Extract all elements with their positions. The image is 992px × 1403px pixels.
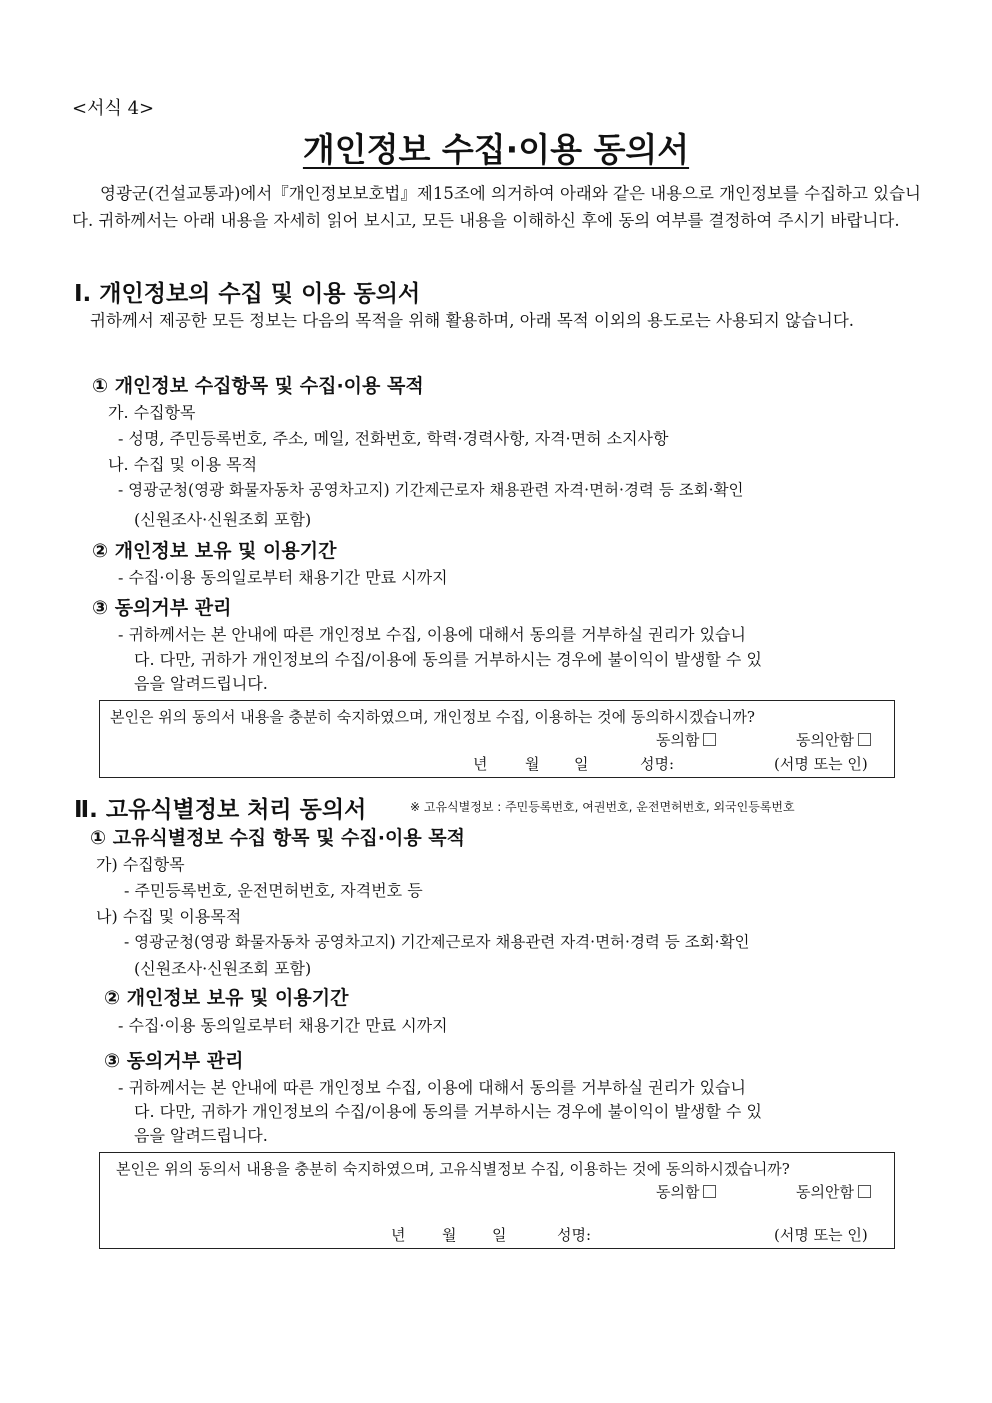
- section-2-agree-option[interactable]: [656, 1181, 716, 1202]
- section-2-item-1-heading: ① 고유식별정보 수집 항목 및 수집·이용 목적: [90, 827, 466, 849]
- section-1-item-1-heading: ① 개인정보 수집항목 및 수집·이용 목적: [92, 375, 424, 397]
- section-1-name-label: 성명:: [640, 755, 675, 773]
- section-2-consent-question: 본인은 위의 동의서 내용을 충분히 숙지하였으며, 고유식별정보 수집, 이용하는 것에 동의하시겠습니까?: [116, 1160, 790, 1178]
- section-1-sign-label: (서명 또는 인): [774, 755, 868, 773]
- section-2-consent-box: [99, 1152, 895, 1249]
- section-1-refusal-line-2: 다. 다만, 귀하가 개인정보의 수집/이용에 동의를 거부하시는 경우에 불이익이 발생할 수 있: [134, 650, 762, 669]
- disagree-label: 동의안함: [796, 731, 854, 749]
- section-2-item-3-heading: ③ 동의거부 관리: [104, 1050, 244, 1072]
- disagree-label: 동의안함: [796, 1183, 854, 1201]
- section-2-collect-items-label: 가) 수집항목: [96, 855, 185, 874]
- agree-label: 동의함: [656, 731, 700, 749]
- section-1-month-label: 월: [525, 755, 540, 773]
- section-1-item-3-heading: ③ 동의거부 관리: [92, 597, 232, 619]
- section-2-year-label: 년: [391, 1226, 406, 1244]
- agree-label: 동의함: [656, 1183, 700, 1201]
- disagree-checkbox[interactable]: [858, 733, 871, 746]
- section-1-item-2-heading: ② 개인정보 보유 및 이용기간: [92, 540, 337, 562]
- intro-paragraph: 영광군(건설교통과)에서『개인정보보호법』제15조에 의거하여 아래와 같은 내용으로 개인정보를 수집하고 있습니다. 귀하께서는 아래 내용을 자세히 읽어 보시고, 모든 내용을 이해하신 후에 동의 여부를 결정하여 주시기 바랍니다.: [72, 184, 921, 230]
- section-2-month-label: 월: [442, 1226, 457, 1244]
- agree-checkbox[interactable]: [703, 1185, 716, 1198]
- section-2-purpose-label: 나) 수집 및 이용목적: [96, 907, 242, 926]
- section-1-collect-items-label: 가. 수집항목: [108, 403, 196, 422]
- section-2-purpose-note: (신원조사·신원조회 포함): [134, 959, 312, 978]
- section-2-collect-items: - 주민등록번호, 운전면허번호, 자격번호 등: [124, 881, 423, 900]
- section-2-disagree-option[interactable]: [796, 1181, 871, 1202]
- section-1-year-label: 년: [473, 755, 488, 773]
- section-1-agree-option[interactable]: [656, 729, 716, 750]
- section-2-refusal-line-2: 다. 다만, 귀하가 개인정보의 수집/이용에 동의를 거부하시는 경우에 불이익이 발생할 수 있: [134, 1102, 762, 1121]
- section-1-refusal-line-1: - 귀하께서는 본 안내에 따른 개인정보 수집, 이용에 대해서 동의를 거부하실 권리가 있습니: [118, 625, 746, 644]
- section-2-day-label: 일: [492, 1226, 507, 1244]
- section-2-note: ※ 고유식별정보 : 주민등록번호, 여권번호, 운전면허번호, 외국인등록번호: [410, 800, 795, 814]
- form-number: <서식 4>: [72, 98, 155, 119]
- section-1-consent-box: [99, 700, 895, 778]
- section-1-consent-question: 본인은 위의 동의서 내용을 충분히 숙지하였으며, 개인정보 수집, 이용하는 것에 동의하시겠습니까?: [110, 708, 755, 726]
- section-1-collect-items: - 성명, 주민등록번호, 주소, 메일, 전화번호, 학력·경력사항, 자격·면허 소지사항: [118, 429, 669, 448]
- section-2-retention: - 수집·이용 동의일로부터 채용기간 만료 시까지: [118, 1016, 448, 1035]
- section-1-retention: - 수집·이용 동의일로부터 채용기간 만료 시까지: [118, 568, 448, 587]
- section-2-refusal-line-3: 음을 알려드립니다.: [134, 1126, 268, 1145]
- agree-checkbox[interactable]: [703, 733, 716, 746]
- section-1-heading: Ⅰ. 개인정보의 수집 및 이용 동의서: [74, 281, 421, 307]
- section-2-name-label: 성명:: [557, 1226, 592, 1244]
- section-1-disagree-option[interactable]: [796, 729, 871, 750]
- section-2-item-2-heading: ② 개인정보 보유 및 이용기간: [104, 987, 349, 1009]
- section-2-refusal-line-1: - 귀하께서는 본 안내에 따른 개인정보 수집, 이용에 대해서 동의를 거부하실 권리가 있습니: [118, 1078, 746, 1097]
- section-1-refusal-line-3: 음을 알려드립니다.: [134, 674, 268, 693]
- section-1-day-label: 일: [574, 755, 589, 773]
- section-1-purpose: - 영광군청(영광 화물자동차 공영차고지) 기간제근로자 채용관련 자격·면허·경력 등 조회·확인: [118, 481, 744, 499]
- disagree-checkbox[interactable]: [858, 1185, 871, 1198]
- section-2-heading: Ⅱ. 고유식별정보 처리 동의서: [74, 797, 367, 823]
- page-title: [0, 124, 992, 171]
- section-1-purpose-note: (신원조사·신원조회 포함): [134, 510, 312, 529]
- section-2-purpose: - 영광군청(영광 화물자동차 공영차고지) 기간제근로자 채용관련 자격·면허·경력 등 조회·확인: [124, 933, 750, 951]
- section-2-sign-label: (서명 또는 인): [774, 1226, 868, 1244]
- section-1-purpose-label: 나. 수집 및 이용 목적: [108, 455, 258, 474]
- page-title-text: 개인정보 수집·이용 동의서: [302, 130, 690, 169]
- section-1-description: 귀하께서 제공한 모든 정보는 다음의 목적을 위해 활용하며, 아래 목적 이외의 용도로는 사용되지 않습니다.: [90, 311, 855, 330]
